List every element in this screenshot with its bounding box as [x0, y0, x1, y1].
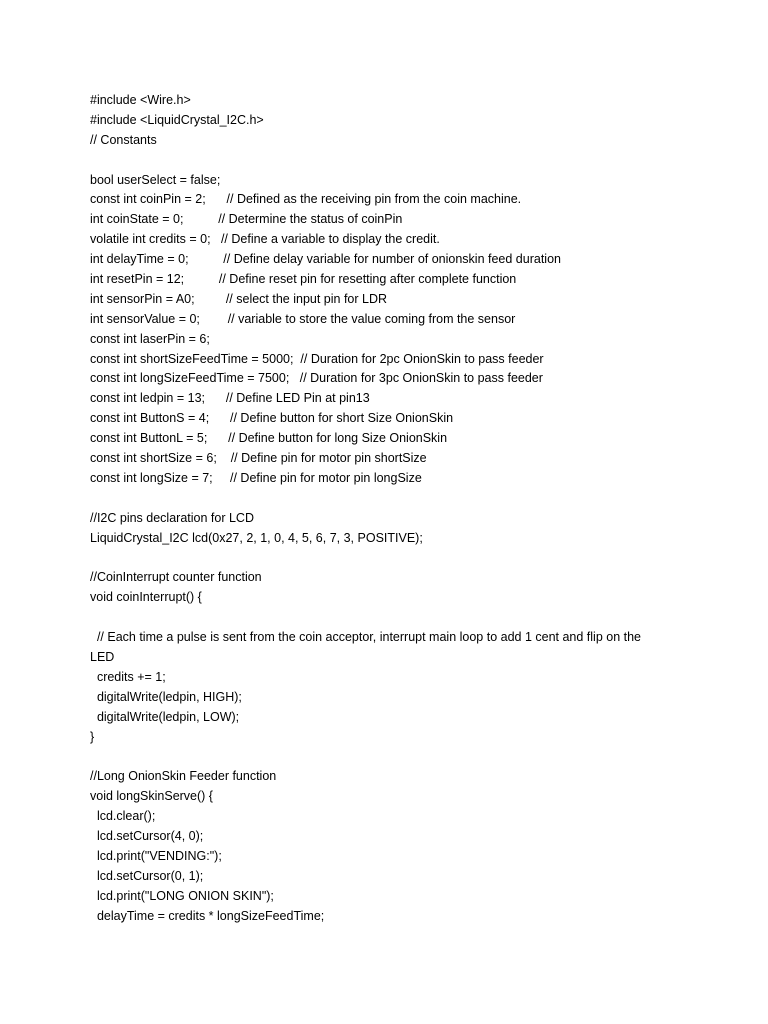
code-line: const int longSizeFeedTime = 7500; // Duration for 3pc OnionSkin to pass feeder [90, 371, 543, 386]
code-line: #include <LiquidCrystal_I2C.h> [90, 112, 264, 127]
code-line [90, 608, 740, 628]
code-line: const int laserPin = 6; [90, 331, 210, 346]
code-line: //CoinInterrupt counter function [90, 570, 262, 585]
code-line: // Constants [90, 132, 157, 147]
code-line: lcd.print("LONG ONION SKIN"); [90, 888, 274, 903]
code-line: delayTime = credits * longSizeFeedTime; [90, 908, 325, 923]
code-line: void longSkinServe() { [90, 789, 213, 804]
code-line: const int ButtonL = 5; // Define button for long Size OnionSkin [90, 431, 448, 446]
code-line: //Long OnionSkin Feeder function [90, 769, 277, 784]
code-line [90, 489, 740, 509]
code-line: } [90, 729, 95, 744]
code-line: lcd.clear(); [90, 809, 156, 824]
code-line: const int shortSize = 6; // Define pin for motor pin shortSize [90, 451, 427, 466]
code-line: LED [90, 649, 115, 664]
code-line: const int ledpin = 13; // Define LED Pin at pin13 [90, 391, 370, 406]
code-line: #include <Wire.h> [90, 93, 191, 107]
code-line: LiquidCrystal_I2C lcd(0x27, 2, 1, 0, 4, 5, 6, 7, 3, POSITIVE); [90, 530, 423, 545]
code-line: int sensorPin = A0; // select the input pin for LDR [90, 291, 388, 306]
code-line: int delayTime = 0; // Define delay variable for number of onionskin feed duration [90, 252, 561, 267]
code-line: digitalWrite(ledpin, HIGH); [90, 689, 242, 704]
code-line [90, 548, 740, 568]
code-listing [90, 91, 740, 926]
code-line: lcd.print("VENDING:"); [90, 848, 222, 863]
code-line: lcd.setCursor(4, 0); [90, 828, 204, 843]
code-line: const int longSize = 7; // Define pin for motor pin longSize [90, 470, 422, 485]
code-line: digitalWrite(ledpin, LOW); [90, 709, 240, 724]
code-line: bool userSelect = false; [90, 172, 221, 187]
code-line: // Each time a pulse is sent from the coin acceptor, interrupt main loop to add 1 cent and flip on the [90, 630, 642, 645]
code-line: int resetPin = 12; // Define reset pin for resetting after complete function [90, 272, 517, 287]
code-line [90, 747, 740, 767]
code-line: credits += 1; [90, 669, 166, 684]
code-line: void coinInterrupt() { [90, 590, 202, 605]
code-line [90, 151, 740, 171]
code-line: volatile int credits = 0; // Define a variable to display the credit. [90, 232, 440, 247]
code-line: const int coinPin = 2; // Defined as the receiving pin from the coin machine. [90, 192, 522, 207]
code-line: lcd.setCursor(0, 1); [90, 868, 204, 883]
code-line: const int ButtonS = 4; // Define button for short Size OnionSkin [90, 411, 454, 426]
code-line: int coinState = 0; // Determine the status of coinPin [90, 212, 403, 227]
code-line: const int shortSizeFeedTime = 5000; // Duration for 2pc OnionSkin to pass feeder [90, 351, 544, 366]
code-line: //I2C pins declaration for LCD [90, 510, 254, 525]
code-line: int sensorValue = 0; // variable to store the value coming from the sensor [90, 311, 516, 326]
